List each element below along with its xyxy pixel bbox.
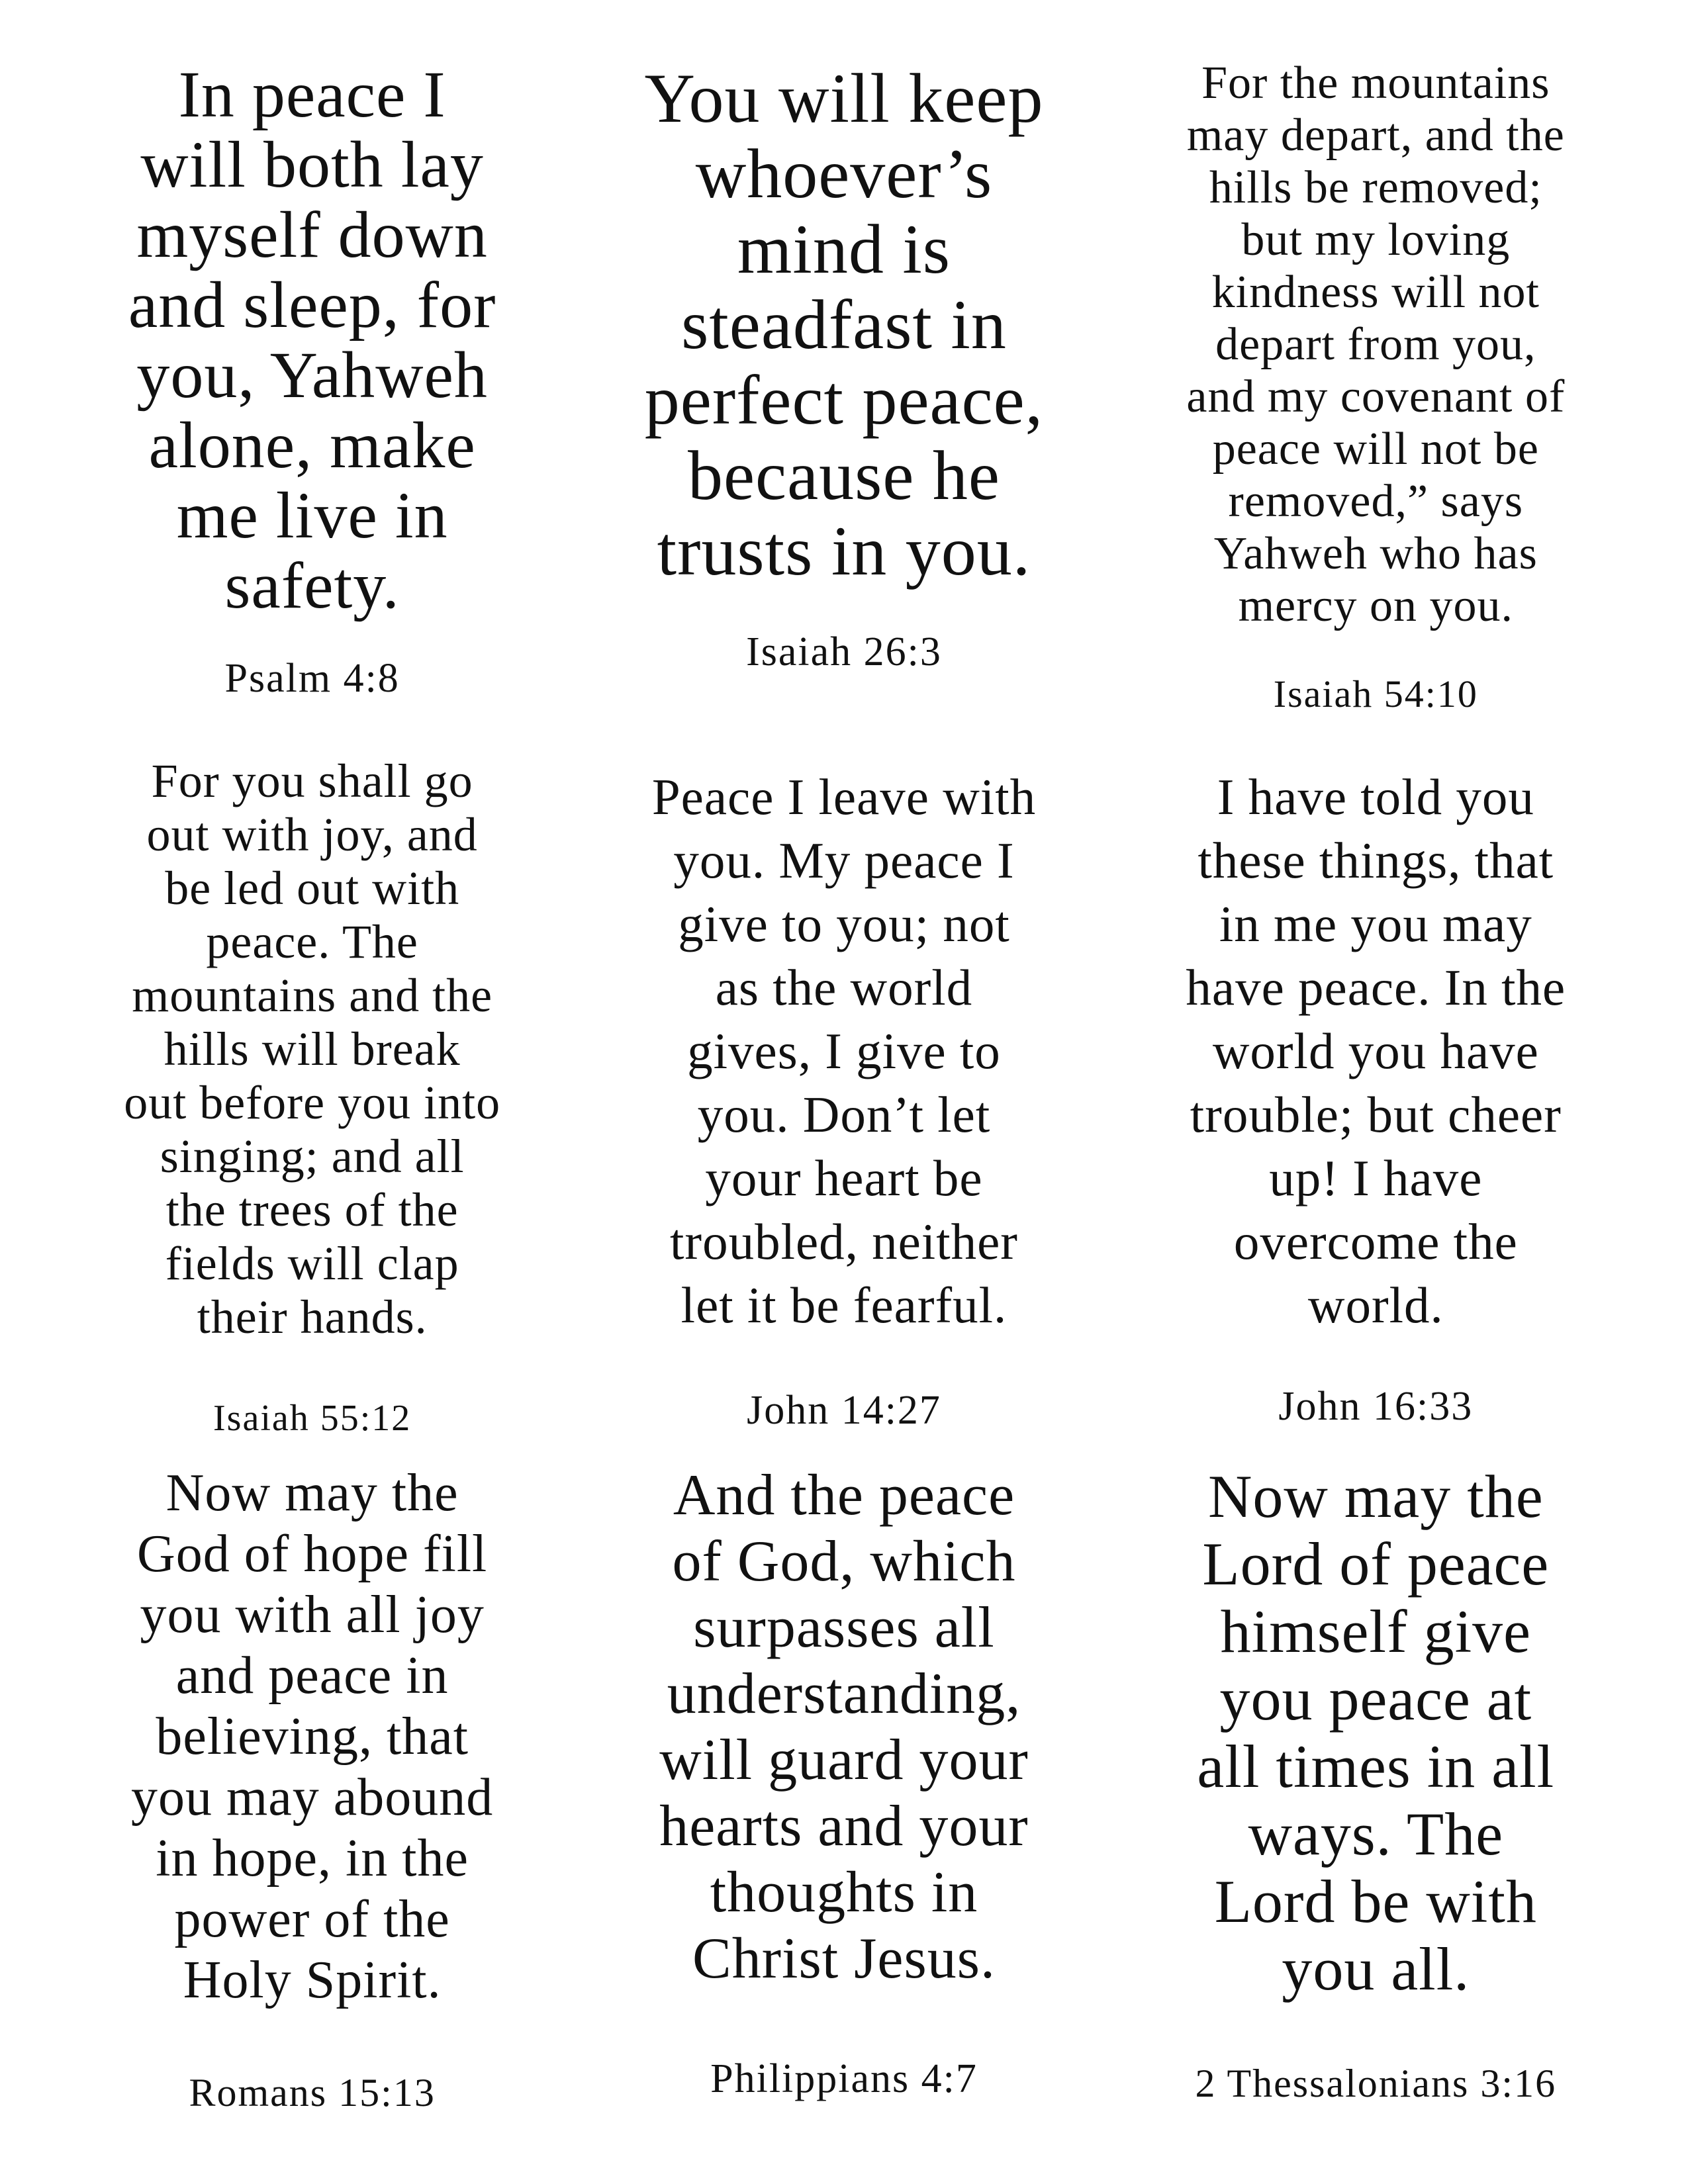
verse-text: Now may the God of hope fill you with all joy and peace in believing, that you may abound in hope, in the power of the Holy Spirit.: [131, 1464, 494, 2009]
verse-text: In peace I will both lay myself down and sleep, for you, Yahweh alone, make me live in safety.: [128, 58, 496, 622]
verse-text: And the peace of God, which surpasses all understanding, will guard your hearts and your thoughts in Christ Jesus.: [659, 1463, 1029, 1991]
verse-reference: Isaiah 26:3: [746, 629, 942, 674]
verse-card-romans-15-13: [46, 1443, 578, 2144]
verse-card-psalm-4-8: [46, 40, 578, 728]
verse-card-philippians-4-7: [578, 1443, 1109, 2144]
verse-reference: Isaiah 54:10: [1273, 672, 1478, 715]
verse-card-john-16-33: [1110, 728, 1642, 1443]
verse-text: Now may the Lord of peace himself give you peace at all times in all ways. The Lord be with you all.: [1197, 1463, 1555, 2003]
verse-text: I have told you these things, that in me you may have peace. In the world you have trouble; but cheer up! I have overcome the world.: [1186, 768, 1566, 1334]
verse-reference: Psalm 4:8: [224, 656, 400, 701]
verse-reference: John 14:27: [747, 1388, 941, 1433]
verse-reference: Isaiah 55:12: [213, 1398, 412, 1439]
verse-text: Peace I leave with you. My peace I give to you; not as the world gives, I give to you. Don’t let your heart be troubled, neither let it be fearful.: [651, 768, 1037, 1334]
verse-card-john-14-27: [578, 728, 1109, 1443]
verse-reference: John 16:33: [1278, 1384, 1474, 1429]
verse-text: For the mountains may depart, and the hills be removed; but my loving kindness will not depart from you, and my covenant of peace will not be removed,” says Yahweh who has mercy on you.: [1186, 58, 1566, 631]
verse-reference: 2 Thessalonians 3:16: [1195, 2062, 1557, 2105]
verse-card-grid: [46, 40, 1642, 2144]
verse-card-isaiah-54-10: [1110, 40, 1642, 728]
verse-text: For you shall go out with joy, and be led out with peace. The mountains and the hills will break out before you into singing; and all the trees of the fields will clap their hands.: [124, 754, 501, 1343]
verse-text: You will keep whoever’s mind is steadfast in perfect peace, because he trusts in you.: [644, 60, 1044, 590]
verse-card-isaiah-26-3: [578, 40, 1109, 728]
verse-reference: Philippians 4:7: [710, 2056, 978, 2101]
verse-card-2-thessalonians-3-16: [1110, 1443, 1642, 2144]
verse-reference: Romans 15:13: [189, 2071, 436, 2115]
verse-card-isaiah-55-12: [46, 728, 578, 1443]
